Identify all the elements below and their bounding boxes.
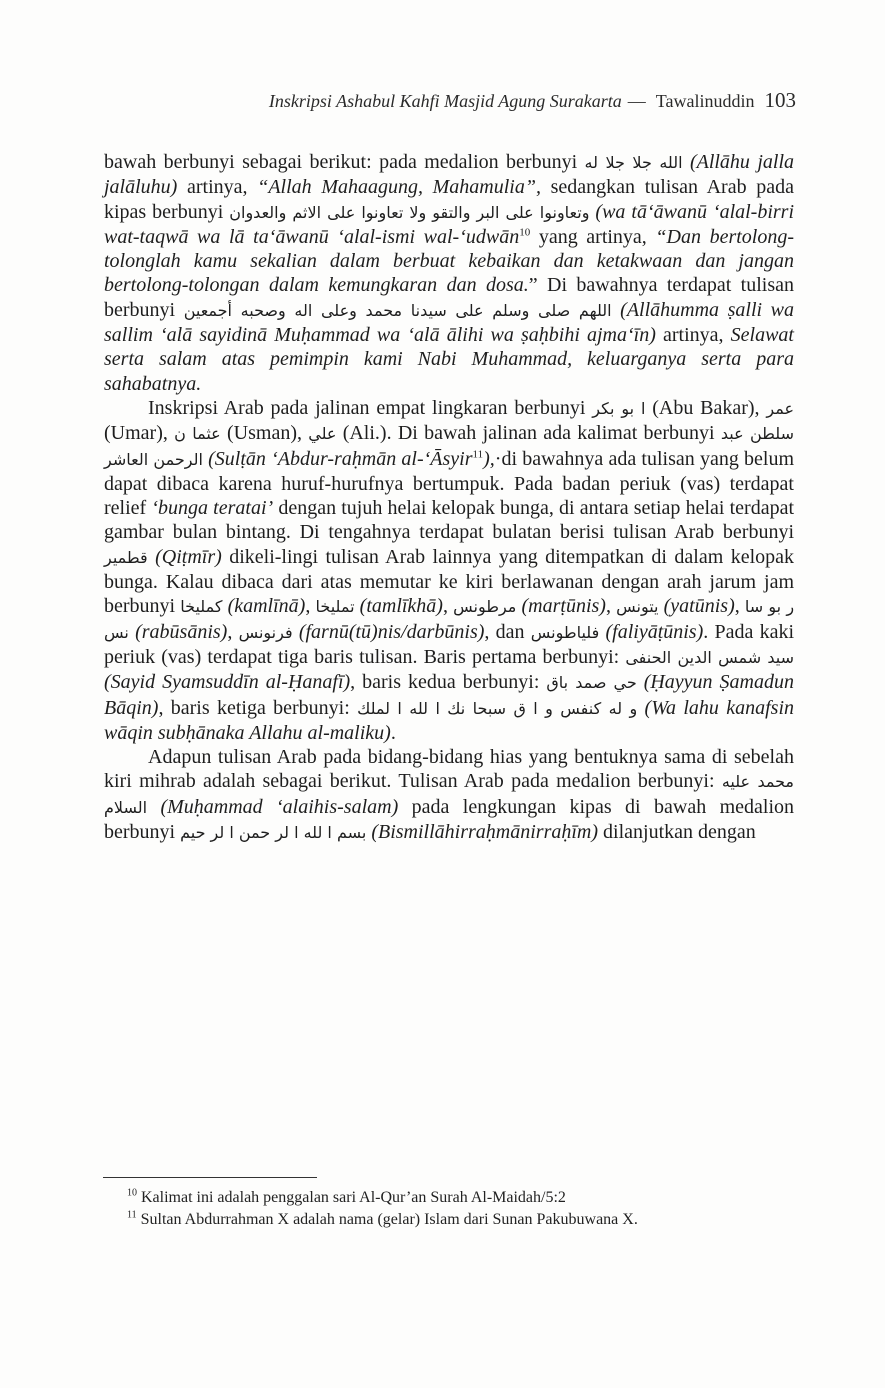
italic-text: (farnū(tū)nis/darbūnis) [298,620,485,643]
text-run: (Ali.). Di bawah jalinan ada kalimat berbunyi [336,422,721,445]
page-number: 103 [764,88,796,112]
italic-text: ), [483,447,495,470]
italic-text: (marṭūnis) [521,595,606,618]
footnote [103,1209,793,1231]
arabic-text: عمر [766,398,794,418]
italic-text: (Muḥammad ‘alaihis-salam) [160,795,399,818]
text-run: , [734,595,745,618]
text-run [683,151,690,173]
italic-text: (Allāhumma ṣalli wa sallim ‘alā sayidinā Muḥammad wa ‘alā ālihi wa ṣaḥbihi ajma‘īn) [104,298,795,347]
text-run: bawah berbunyi sebagai berikut: pada medalion berbunyi [104,151,585,173]
text-run: artinya, [655,324,731,347]
arabic-text: عثما ن [174,424,221,444]
running-title: Inskripsi Ashabul Kahfi Masjid Agung Surakarta [268,91,622,111]
italic-text: (Ḥayyun Ṣamadun Bāqin) [104,671,794,719]
running-header [174,88,796,113]
footnote-rule [103,1177,317,1178]
arabic-text: علي [308,424,337,444]
header-author: Tawalinuddin [655,91,755,111]
arabic-text: الله جلا جلا له [584,153,683,172]
footnote-text: Sultan Abdurrahman X adalah nama (gelar) Islam dari Sunan Pakubuwana X. [136,1211,638,1228]
body-text [104,150,794,845]
arabic-text: وتعاونوا على البر والتقو ولا تعاونوا على الاثم والعدوان [229,202,590,222]
text-run: dilanjutkan dengan [598,821,756,844]
text-run [612,299,621,321]
italic-text: “Allah Mahaagung, Mahamulia”, [257,176,541,199]
italic-text: (rabūsānis) [135,620,228,643]
italic-text: “Dan bertolong-tolonglah kamu sekalian dalam berbuat kebaikan dan ketakwaan dan jangan bertolong-tolongan dalam kemungkaran dan dosa. [104,225,794,297]
italic-text: (kamlīnā) [227,595,306,618]
text-run: , [442,595,454,618]
italic-text: ‘bunga teratai’ [151,497,274,520]
arabic-text: قطمير [104,547,148,567]
text-run: , baris ketiga berbunyi: [158,696,358,719]
text-run: sedangkan tulisan Arab pada kipas berbunyi [104,176,795,223]
text-run: artinya, [177,176,258,199]
footnote [103,1187,793,1209]
arabic-text: اللهم صلى وسلم على سيدنا محمد وعلى اله وصحبه أجمعين [183,300,612,320]
italic-text: (yatūnis) [663,595,735,618]
italic-text: (Sulṭān ‘Abdur-raḥmān al-‘Āsyir [208,447,473,470]
italic-text: (wa tā‘āwanū ‘alal-birri wat-taqwā wa lā ta‘āwanū ‘alal-ismi wal-‘udwān [104,200,795,248]
arabic-text: تمليخا [315,597,355,617]
italic-text: (Qiṭmīr) [155,545,222,568]
arabic-text: بسم ا لله ا لر حمن ا لر حيم [180,823,367,843]
arabic-text: و له كنفس و ا ق سبحا نك ا لله ا لملك [357,698,638,718]
footnotes [103,1187,793,1231]
text-run: dengan tujuh helai kelopak bunga, di antara setiap helai terdapat gambar bulan bintang. Di tengahnya terdapat bulatan berisi tulisan Arab berbunyi [104,497,795,544]
arabic-text: مرطونس [453,597,517,617]
text-run: pada lengkungan kipas di bawah medalion berbunyi [104,795,794,844]
text-run: , [305,595,316,618]
text-run: dikeli-lingi tulisan Arab lainnya yang ditempatkan di dalam kelopak bunga. Kalau dibaca dari atas memutar ke kiri berlawanan dengan arah jarum jam berbunyi [104,545,794,618]
text-run: Inskripsi Arab pada jalinan empat lingkaran berbunyi [148,396,593,419]
text-run: ·di bawahnya ada tulisan yang belum dapat dibaca karena huruf-hurufnya bertumpuk. Pada badan periuk (vas) terdapat relief [104,447,795,520]
arabic-text: سيد شمس الدين الحنفى [625,647,795,667]
italic-text: (Sayid Syamsuddīn al-Ḥanafī) [104,671,351,694]
italic-text: Selawat serta salam atas pemimpin kami Nabi Muhammad, keluarganya serta para sahabatnya. [104,324,794,395]
text-run: (Usman), [220,422,309,445]
arabic-text: فرنونس [238,622,293,642]
text-run: , [227,620,239,643]
arabic-text: ر بو سا نس [104,597,795,642]
footnote-ref: 10 [519,226,531,239]
text-run [148,546,155,568]
text-run: , dan [484,620,531,643]
footnote-ref: 11 [472,447,484,460]
italic-text: (Wa lahu kanafsin wāqin subḥānaka Allahu al-maliku) [104,696,795,744]
text-run: (Umar), [104,422,175,445]
header-separator: — [627,91,646,111]
text-run: , baris kedua berbunyi: [350,671,547,694]
text-run: . Pada kaki periuk (vas) terdapat tiga baris tulisan. Baris pertama berbunyi: [104,620,795,668]
text-run [147,796,160,818]
text-run [637,697,644,719]
footnote-number: 10 [127,1187,137,1199]
italic-text: (faliyāṭūnis) [605,620,704,643]
text-run: yang artinya, [530,225,656,248]
italic-text: (Allāhu jalla jalāluhu) [104,151,794,199]
arabic-text: ا بو بكر [592,398,646,418]
text-run: , [605,595,617,618]
arabic-text: فلياطونس [530,622,600,642]
arabic-text: يتونس [616,597,659,617]
arabic-text: محمد عليه السلام [104,772,794,817]
arabic-text: كمليخا [180,597,223,617]
text-run: (Abu Bakar), [645,396,767,419]
footnote-number: 11 [127,1209,137,1221]
body-paragraph [104,150,794,396]
italic-text: (tamlīkhā) [359,595,443,618]
text-run [637,671,644,693]
text-run: Adapun tulisan Arab pada bidang-bidang hias yang bentuknya sama di sebelah kiri mihrab adalah sebagai berikut. Tulisan Arab pada medalion berbunyi: [104,746,794,793]
footnote-text: Kalimat ini adalah penggalan sari Al-Qur’an Surah Al-Maidah/5:2 [137,1189,566,1206]
arabic-text: حي صمد باق [546,673,637,693]
italic-text: (Bismillāhirraḥmānirraḥīm) [371,821,599,844]
body-paragraph [104,396,794,745]
text-run: . [390,721,396,744]
body-paragraph [104,745,794,845]
text-run: ” Di bawahnya terdapat tulisan berbunyi [104,274,794,321]
arabic-text: سلطن عبد الرحمن العاشر [104,424,795,469]
